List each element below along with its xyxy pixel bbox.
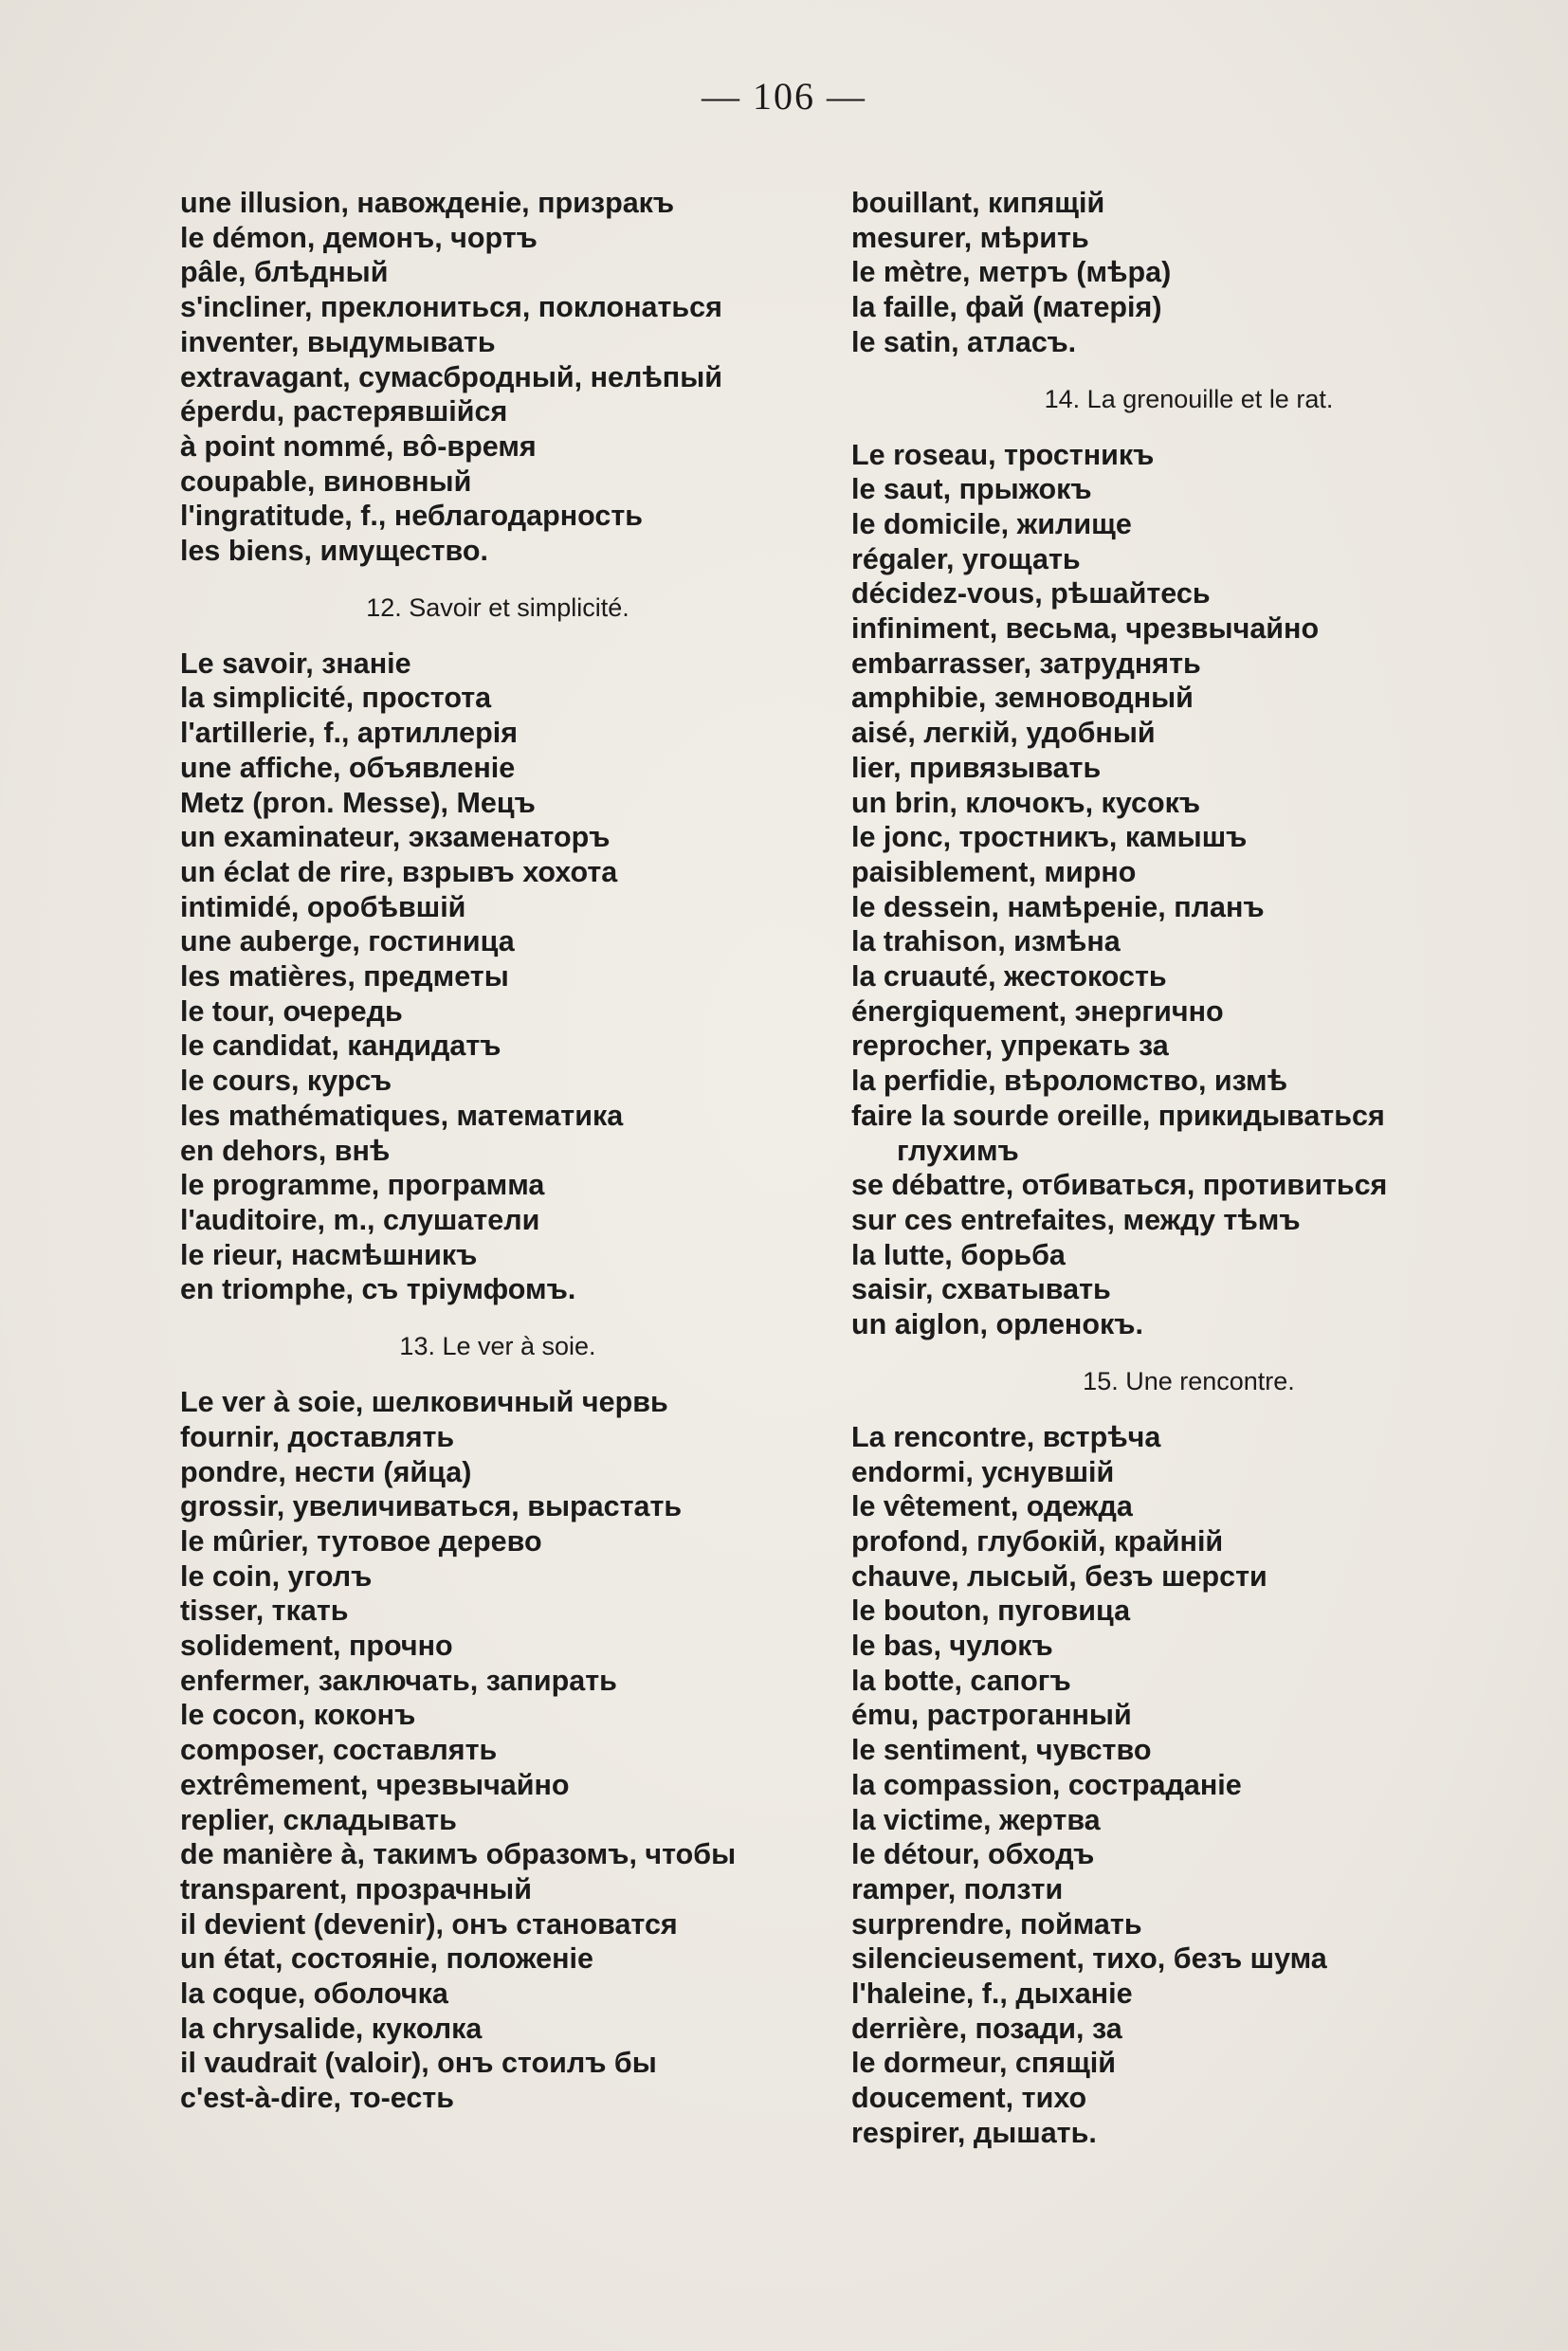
vocab-list-continued [180, 186, 844, 569]
vocab-entry: enfermer, заключать, запирать [180, 1664, 617, 1697]
vocab-entry: silencieusement, тихо, безъ шума [851, 1942, 1327, 1976]
vocab-entry: Le ver à soie, шелковичный червь [180, 1386, 668, 1419]
section-title-13: 13. Le ver à soie. [399, 1332, 596, 1361]
vocab-entry: intimidé, оробѣвшій [180, 890, 466, 923]
vocab-entry: l'ingratitude, f., неблагодарность [180, 500, 644, 533]
vocab-entry: pâle, блѣдный [180, 256, 389, 289]
vocab-list-15 [851, 1420, 1534, 2151]
vocab-entry: éperdu, растерявшійся [180, 395, 508, 428]
vocab-entry: en triomphe, съ тріумфомъ. [180, 1273, 576, 1306]
vocab-entry: la botte, сапогъ [851, 1664, 1071, 1697]
vocab-entry: doucement, тихо [851, 2082, 1087, 2115]
vocab-entry: le candidat, кандидатъ [180, 1030, 501, 1063]
vocab-entry: le mûrier, тутовое дерево [180, 1524, 542, 1558]
section-title-14: 14. La grenouille et le rat. [1044, 384, 1334, 413]
vocab-entry: le sentiment, чувство [851, 1734, 1152, 1767]
vocab-entry: en dehors, внѣ [180, 1134, 391, 1167]
vocab-entry: s'incliner, преклониться, поклонаться [180, 291, 722, 324]
vocab-entry: solidement, прочно [180, 1630, 453, 1663]
vocab-entry: grossir, увеличиваться, вырастать [180, 1490, 683, 1523]
vocab-entry: la lutte, борьба [851, 1238, 1066, 1271]
vocab-entry: sur ces entrefaites, между тѣмъ [851, 1203, 1301, 1236]
vocab-entry: le dormeur, спящій [851, 2047, 1117, 2080]
vocab-entry: le domicile, жилище [851, 507, 1132, 540]
vocab-entry: le programme, программа [180, 1169, 545, 1202]
vocab-entry: coupable, виновный [180, 465, 472, 498]
section-title-15: 15. Une rencontre. [1083, 1366, 1295, 1395]
vocab-entry: les biens, имущество. [180, 535, 489, 568]
vocab-entry: mesurer, мѣрить [851, 221, 1089, 254]
vocab-entry: faire la sourde oreille, прикидываться [851, 1099, 1385, 1132]
vocab-entry: aisé, легкій, удобный [851, 717, 1156, 750]
vocab-entry: le rieur, насмѣшникъ [180, 1238, 478, 1271]
vocab-entry: le satin, атласъ. [851, 325, 1077, 358]
vocab-entry: le saut, прыжокъ [851, 473, 1092, 506]
vocab-entry: reprocher, упрекать за [851, 1030, 1169, 1063]
vocab-entry: la faille, фай (матерія) [851, 291, 1162, 324]
vocab-entry: le détour, обходъ [851, 1838, 1095, 1871]
vocab-entry: le tour, очередь [180, 994, 403, 1028]
vocab-entry: il devient (devenir), онъ становатся [180, 1907, 678, 1941]
vocab-entry: les matières, предметы [180, 960, 509, 993]
vocab-entry: fournir, доставлять [180, 1420, 455, 1453]
vocab-entry: le mètre, метръ (мѣра) [851, 256, 1172, 289]
vocab-entry: глухимъ [897, 1134, 1019, 1167]
vocab-entry: paisiblement, мирно [851, 855, 1137, 888]
vocab-entry: le cocon, коконъ [180, 1699, 416, 1732]
vocab-entry: surprendre, поймать [851, 1907, 1142, 1941]
vocab-list-14 [851, 438, 1534, 1342]
vocab-list-13 [180, 1385, 844, 2116]
vocab-entry: un aiglon, орленокъ. [851, 1308, 1143, 1341]
vocab-entry: le vêtement, одежда [851, 1490, 1133, 1523]
vocab-entry: la chrysalide, куколка [180, 2012, 483, 2045]
vocab-entry: profond, глубокій, крайній [851, 1524, 1224, 1558]
vocab-entry: bouillant, кипящій [851, 187, 1105, 219]
vocab-entry: chauve, лысый, безъ шерсти [851, 1559, 1267, 1593]
vocab-entry: lier, привязывать [851, 751, 1102, 784]
vocab-entry: endormi, уснувшій [851, 1455, 1115, 1488]
vocab-entry: la cruauté, жестокость [851, 960, 1167, 993]
vocab-entry: Metz (pron. Messe), Мецъ [180, 786, 536, 819]
section-title-12: 12. Savoir et simplicité. [366, 592, 629, 622]
vocab-entry: composer, составлять [180, 1734, 498, 1767]
vocab-entry: extravagant, сумасбродный, нелѣпый [180, 360, 723, 393]
vocab-entry: l'auditoire, m., слушатели [180, 1203, 540, 1236]
vocab-entry: ramper, ползти [851, 1872, 1064, 1905]
vocab-entry: de manière à, такимъ образомъ, чтобы [180, 1838, 737, 1871]
vocab-entry: le coin, уголъ [180, 1559, 373, 1593]
vocab-entry: extrêmement, чрезвычайно [180, 1768, 570, 1801]
vocab-list-continued-right [851, 186, 1534, 360]
right-column [851, 186, 1534, 2151]
vocab-entry: les mathématiques, математика [180, 1099, 624, 1132]
vocab-entry: La rencontre, встрѣча [851, 1420, 1161, 1453]
vocab-entry: embarrasser, затруднять [851, 647, 1201, 680]
vocab-entry: un brin, клочокъ, кусокъ [851, 786, 1201, 819]
vocab-entry: énergiquement, энергично [851, 994, 1224, 1028]
vocab-entry: respirer, дышать. [851, 2116, 1097, 2149]
vocab-entry: une affiche, объявленіе [180, 751, 516, 784]
vocab-entry: le jonc, тростникъ, камышъ [851, 821, 1248, 854]
vocab-entry: inventer, выдумывать [180, 325, 496, 358]
vocab-entry: la perfidie, вѣроломство, измѣ [851, 1065, 1288, 1098]
vocab-entry: Le roseau, тростникъ [851, 438, 1155, 471]
vocab-entry: infiniment, весьма, чрезвычайно [851, 612, 1320, 646]
vocab-entry: le démon, демонъ, чортъ [180, 221, 538, 254]
vocab-entry: replier, складывать [180, 1803, 457, 1836]
vocab-list-12 [180, 647, 844, 1307]
left-column [180, 186, 844, 2116]
vocab-entry: la victime, жертва [851, 1803, 1101, 1836]
vocab-entry: le cours, курсъ [180, 1065, 392, 1098]
vocab-entry: il vaudrait (valoir), онъ стоилъ бы [180, 2047, 657, 2080]
vocab-entry: la simplicité, простота [180, 682, 492, 715]
vocab-entry: c'est-à-dire, то-есть [180, 2082, 454, 2115]
vocab-entry: une illusion, навожденіе, призракъ [180, 187, 675, 219]
vocab-entry: derrière, позади, за [851, 2012, 1122, 2045]
vocab-entry: un état, состояніе, положеніе [180, 1942, 593, 1976]
vocab-entry: l'artillerie, f., артиллерія [180, 717, 519, 750]
vocab-entry: tisser, ткать [180, 1595, 349, 1628]
vocab-entry: se débattre, отбиваться, противиться [851, 1169, 1388, 1202]
vocab-entry: pondre, нести (яйца) [180, 1455, 472, 1488]
vocab-entry: transparent, прозрачный [180, 1872, 532, 1905]
vocab-entry: à point nommé, вô-время [180, 429, 537, 463]
vocab-entry: le bas, чулокъ [851, 1630, 1053, 1663]
page-number: — 106 — [702, 75, 866, 118]
vocab-entry: décidez-vous, рѣшайтесь [851, 577, 1211, 611]
vocab-entry: la coque, оболочка [180, 1977, 448, 2011]
vocab-entry: le dessein, намѣреніе, планъ [851, 890, 1265, 923]
vocab-entry: régaler, угощать [851, 542, 1081, 575]
vocab-entry: un examinateur, экзаменаторъ [180, 821, 611, 854]
vocab-entry: la compassion, состраданіе [851, 1768, 1242, 1801]
vocab-entry: amphibie, земноводный [851, 682, 1194, 715]
vocab-entry: Le savoir, знаніе [180, 647, 411, 680]
vocab-entry: le bouton, пуговица [851, 1595, 1131, 1628]
vocab-entry: l'haleine, f., дыханіе [851, 1977, 1133, 2011]
vocab-entry: un éclat de rire, взрывъ хохота [180, 855, 618, 888]
vocab-entry: ému, растроганный [851, 1699, 1132, 1732]
vocab-entry: la trahison, измѣна [851, 925, 1121, 958]
vocab-entry: une auberge, гостиница [180, 925, 515, 958]
vocab-entry: saisir, схватывать [851, 1273, 1111, 1306]
